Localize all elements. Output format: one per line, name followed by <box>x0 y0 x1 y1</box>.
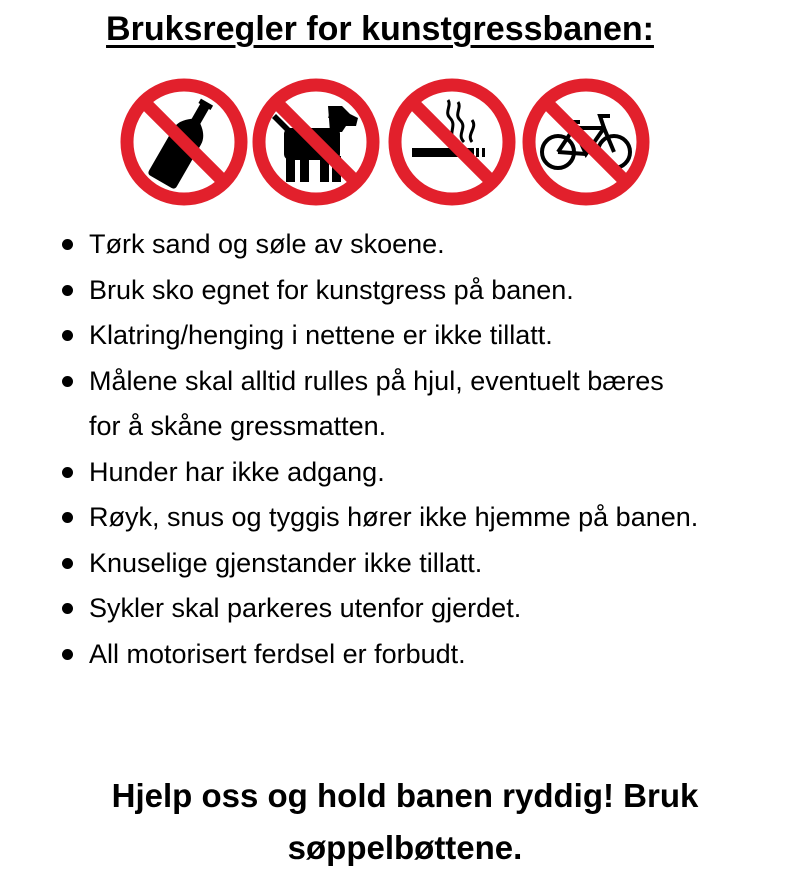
bullet-icon <box>62 558 73 569</box>
prohibition-signs <box>118 76 653 208</box>
list-item <box>60 495 729 541</box>
no-dogs-icon <box>250 76 382 208</box>
rule-text: Hunder har ikke adgang. <box>89 456 385 487</box>
rule-text: Klatring/henging i nettene er ikke tillatt. <box>89 320 553 350</box>
rule-text: Knuselige gjenstander ikke tillatt. <box>89 547 483 578</box>
rule-text: All motorisert ferdsel er forbudt. <box>89 638 466 669</box>
no-smoking-icon <box>386 76 518 208</box>
list-item <box>60 450 760 496</box>
bullet-icon <box>62 649 73 660</box>
rule-text: Målene skal alltid rulles på hjul, eventuelt bæres for å skåne gressmatten. <box>89 365 664 441</box>
bullet-icon <box>62 512 73 523</box>
no-bottle-icon <box>118 76 250 208</box>
page-title: Bruksregler for kunstgressbanen: <box>106 10 654 48</box>
list-item <box>60 222 760 268</box>
rules-list <box>60 222 760 677</box>
rule-text: Tørk sand og søle av skoene. <box>89 229 445 259</box>
bullet-icon <box>62 239 73 250</box>
rule-text: Bruk sko egnet for kunstgress på banen. <box>89 274 574 305</box>
no-bicycles-icon <box>520 76 652 208</box>
bullet-icon <box>62 467 73 478</box>
footer-message: Hjelp oss og hold banen ryddig! Bruk søppelbøttene. <box>111 777 699 866</box>
bullet-icon <box>62 376 73 387</box>
bullet-icon <box>62 603 73 614</box>
bullet-icon <box>62 330 73 341</box>
rule-text: Sykler skal parkeres utenfor gjerdet. <box>89 593 522 623</box>
list-item <box>60 268 760 314</box>
list-item <box>60 359 689 450</box>
rule-text: Røyk, snus og tyggis hører ikke hjemme på banen. <box>89 502 699 532</box>
list-item <box>60 586 760 632</box>
list-item <box>60 632 760 678</box>
list-item <box>60 541 760 587</box>
bullet-icon <box>62 285 73 296</box>
list-item <box>60 313 760 359</box>
